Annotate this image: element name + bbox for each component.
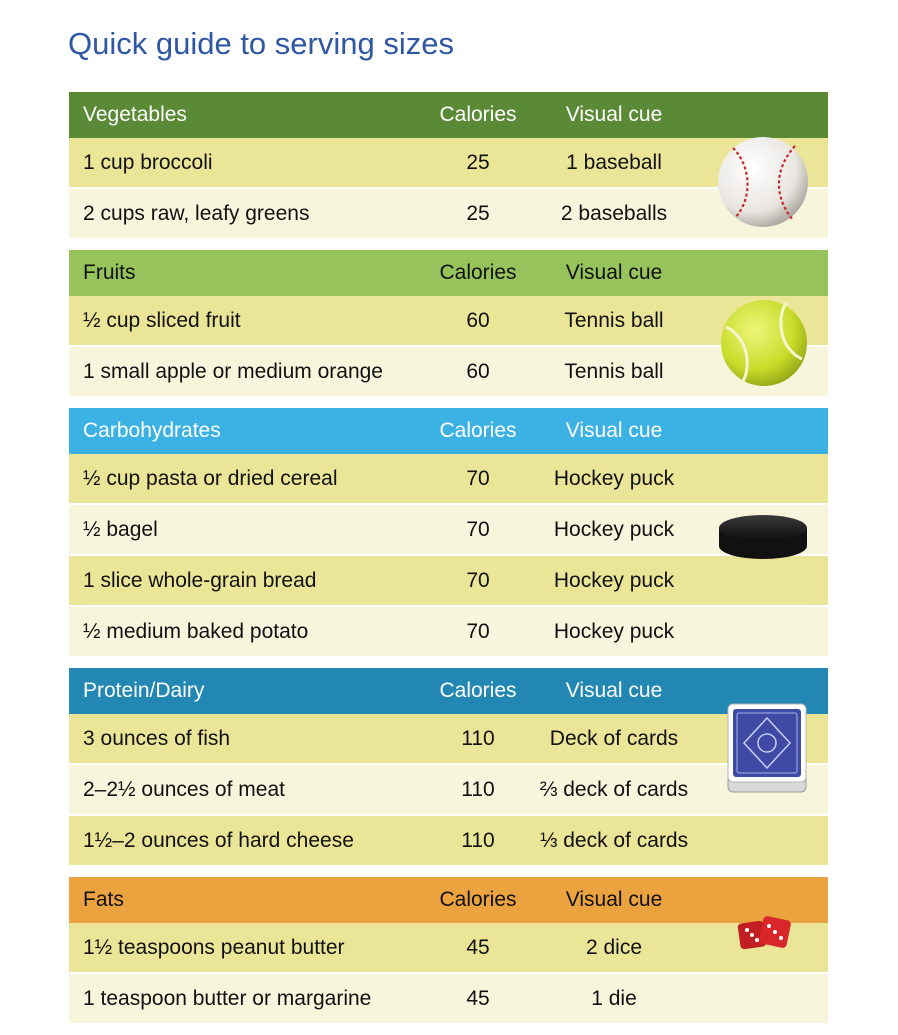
page-title: Quick guide to serving sizes <box>68 26 454 61</box>
calories-value: 110 <box>461 777 495 801</box>
tennis-ball-icon <box>718 297 810 389</box>
section-fats <box>69 877 828 1023</box>
food-item: ½ bagel <box>83 517 158 541</box>
food-item: ½ cup sliced fruit <box>83 308 241 332</box>
table-row <box>69 296 828 347</box>
food-item: 1 small apple or medium orange <box>83 359 383 383</box>
category-label: Carbohydrates <box>83 419 221 442</box>
visual-cue-value: Hockey puck <box>553 619 675 643</box>
visual-cue-value: Tennis ball <box>564 359 664 383</box>
section-header <box>69 877 828 923</box>
hockey-puck-icon <box>715 512 811 564</box>
visual-cue-value: 1 baseball <box>566 150 662 174</box>
calories-value: 110 <box>461 828 495 852</box>
food-item: ½ cup pasta or dried cereal <box>83 466 338 490</box>
table-row <box>69 765 828 816</box>
calories-value: 60 <box>466 359 490 383</box>
calories-value: 45 <box>466 935 490 959</box>
visual-cue-header: Visual cue <box>565 261 663 284</box>
visual-cue-value: ⅔ deck of cards <box>539 777 689 801</box>
food-item: 1½ teaspoons peanut butter <box>83 935 345 959</box>
calories-value: 70 <box>466 517 490 541</box>
food-item: 1½–2 ounces of hard cheese <box>83 828 354 852</box>
visual-cue-value: Hockey puck <box>553 466 675 490</box>
visual-cue-value: Deck of cards <box>549 726 679 750</box>
calories-value: 45 <box>466 986 490 1010</box>
calories-header: Calories <box>439 103 517 126</box>
table-row <box>69 607 828 656</box>
calories-value: 25 <box>466 201 490 225</box>
visual-cue-header: Visual cue <box>565 888 663 911</box>
section-header <box>69 250 828 296</box>
visual-cue-header: Visual cue <box>565 103 663 126</box>
calories-value: 60 <box>466 308 490 332</box>
baseball-icon <box>715 134 811 230</box>
category-label: Protein/Dairy <box>83 679 205 702</box>
deck-of-cards-icon <box>722 700 812 796</box>
dice-icon <box>737 916 793 952</box>
visual-cue-value: Hockey puck <box>553 517 675 541</box>
table-row <box>69 454 828 505</box>
section-header <box>69 408 828 454</box>
food-item: 1 slice whole-grain bread <box>83 568 317 592</box>
calories-header: Calories <box>439 679 517 702</box>
calories-value: 70 <box>466 466 490 490</box>
food-item: 2 cups raw, leafy greens <box>83 201 310 225</box>
calories-value: 110 <box>461 726 495 750</box>
calories-header: Calories <box>439 261 517 284</box>
food-item: 2–2½ ounces of meat <box>83 777 285 801</box>
section-header <box>69 668 828 714</box>
visual-cue-value: 1 die <box>591 986 637 1010</box>
category-label: Vegetables <box>83 103 187 126</box>
calories-value: 70 <box>466 568 490 592</box>
table-row <box>69 974 828 1023</box>
visual-cue-value: Hockey puck <box>553 568 675 592</box>
visual-cue-header: Visual cue <box>565 679 663 702</box>
visual-cue-value: ⅓ deck of cards <box>539 828 689 852</box>
category-label: Fats <box>83 888 124 911</box>
food-item: 1 cup broccoli <box>83 150 213 174</box>
food-item: 1 teaspoon butter or margarine <box>83 986 372 1010</box>
calories-value: 70 <box>466 619 490 643</box>
table-row <box>69 923 828 974</box>
table-row <box>69 347 828 396</box>
calories-value: 25 <box>466 150 490 174</box>
section-header <box>69 92 828 138</box>
section-fruits <box>69 250 828 396</box>
table-row <box>69 714 828 765</box>
visual-cue-value: 2 dice <box>585 935 643 959</box>
calories-header: Calories <box>439 888 517 911</box>
visual-cue-value: 2 baseballs <box>560 201 668 225</box>
table-row <box>69 816 828 865</box>
food-item: ½ medium baked potato <box>83 619 309 643</box>
calories-header: Calories <box>439 419 517 442</box>
visual-cue-value: Tennis ball <box>564 308 664 332</box>
category-label: Fruits <box>83 261 136 284</box>
visual-cue-header: Visual cue <box>565 419 663 442</box>
food-item: 3 ounces of fish <box>83 726 231 750</box>
section-protein-dairy <box>69 668 828 865</box>
